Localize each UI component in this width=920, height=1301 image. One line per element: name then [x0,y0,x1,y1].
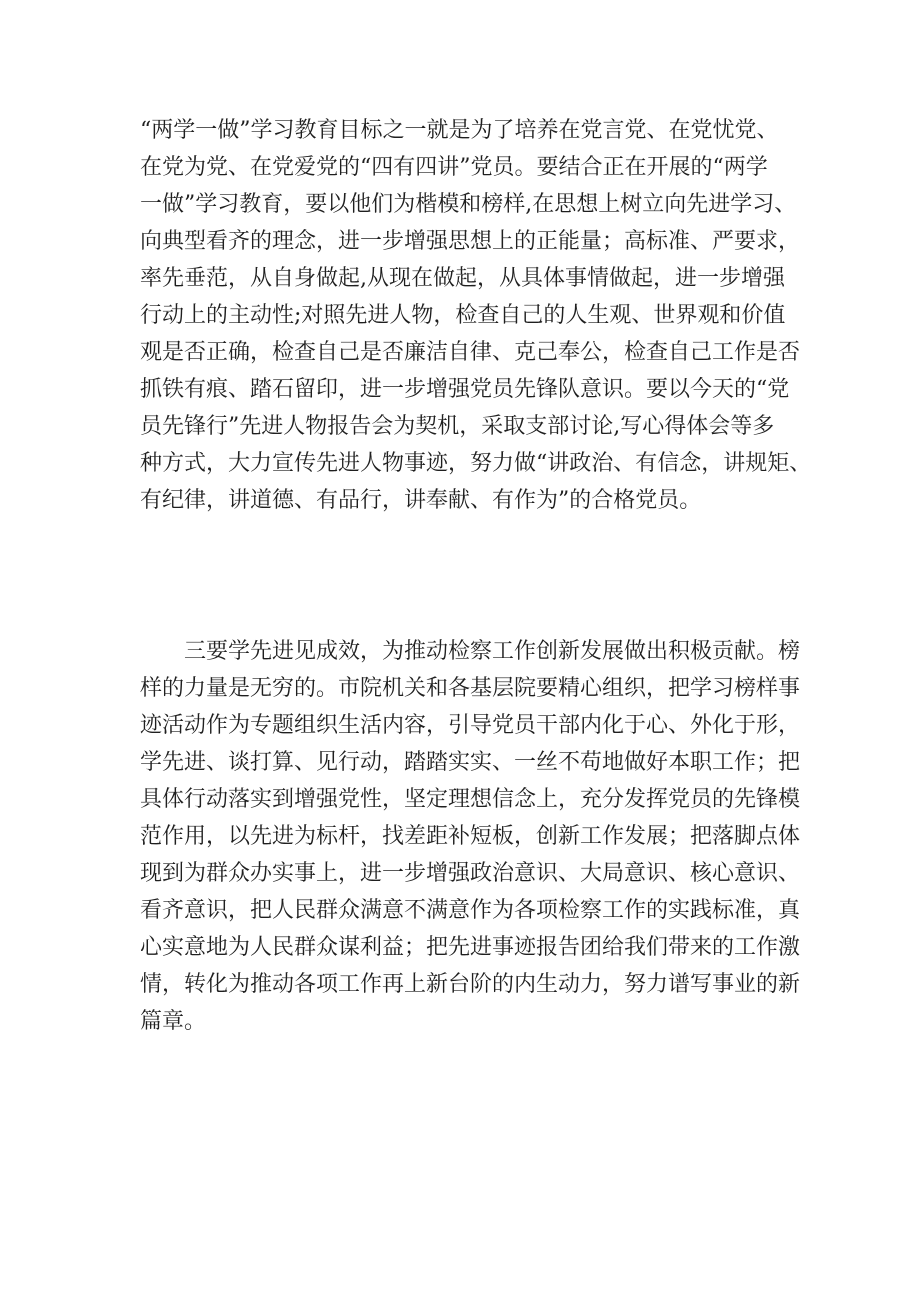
paragraph-1 [140,112,812,519]
paragraph-line: 行动上的主动性;对照先进人物，检查自己的人生观、世界观和价值 [140,303,786,328]
paragraph-line: 有纪律，讲道德、有品行，讲奉献、有作为”的合格党员。 [140,488,702,513]
paragraph-line: 抓铁有痕、踏石留印，进一步增强党员先锋队意识。要以今天的“党 [140,377,790,402]
paragraph-line: 三要学先进见成效，为推动检察工作创新发展做出积极贡献。榜 [140,639,801,664]
paragraph-line: 心实意地为人民群众谋利益；把先进事迹报告团给我们带来的工作激 [140,935,801,960]
paragraph-line: 率先垂范，从自身做起,从现在做起，从具体事情做起，进一步增强 [140,266,785,291]
paragraph-line: 篇章。 [140,1009,207,1034]
paragraph-line: 具体行动落实到增强党性，坚定理想信念上，充分发挥党员的先锋模 [140,787,801,812]
paragraph-line: 观是否正确，检查自己是否廉洁自律、克己奉公，检查自己工作是否 [140,340,801,365]
paragraph-line: “两学一做”学习教育目标之一就是为了培养在党言党、在党忧党、 [140,118,779,143]
paragraph-line: 一做”学习教育，要以他们为楷模和榜样,在思想上树立向先进学习、 [140,192,797,217]
paragraph-line: 迹活动作为专题组织生活内容，引导党员干部内化于心、外化于形， [140,713,801,738]
paragraph-line: 学先进、谈打算、见行动，踏踏实实、一丝不苟地做好本职工作；把 [140,750,801,775]
paragraph-line: 向典型看齐的理念，进一步增强思想上的正能量；高标准、严要求， [140,229,801,254]
paragraph-line: 种方式，大力宣传先进人物事迹，努力做“讲政治、有信念，讲规矩、 [140,451,812,476]
paragraph-2 [140,633,800,1040]
paragraph-line: 范作用，以先进为标杆，找差距补短板，创新工作发展；把落脚点体 [140,824,801,849]
paragraph-line: 员先锋行”先进人物报告会为契机，采取支部讨论,写心得体会等多 [140,414,775,439]
paragraph-line: 现到为群众办实事上，进一步增强政治意识、大局意识、核心意识、 [140,861,801,886]
paragraph-line: 情，转化为推动各项工作再上新台阶的内生动力，努力谱写事业的新 [140,972,801,997]
paragraph-line: 样的力量是无穷的。市院机关和各基层院要精心组织，把学习榜样事 [140,676,801,701]
paragraph-line: 在党为党、在党爱党的“四有四讲”党员。要结合正在开展的“两学 [140,155,768,180]
paragraph-line: 看齐意识，把人民群众满意不满意作为各项检察工作的实践标准，真 [140,898,801,923]
